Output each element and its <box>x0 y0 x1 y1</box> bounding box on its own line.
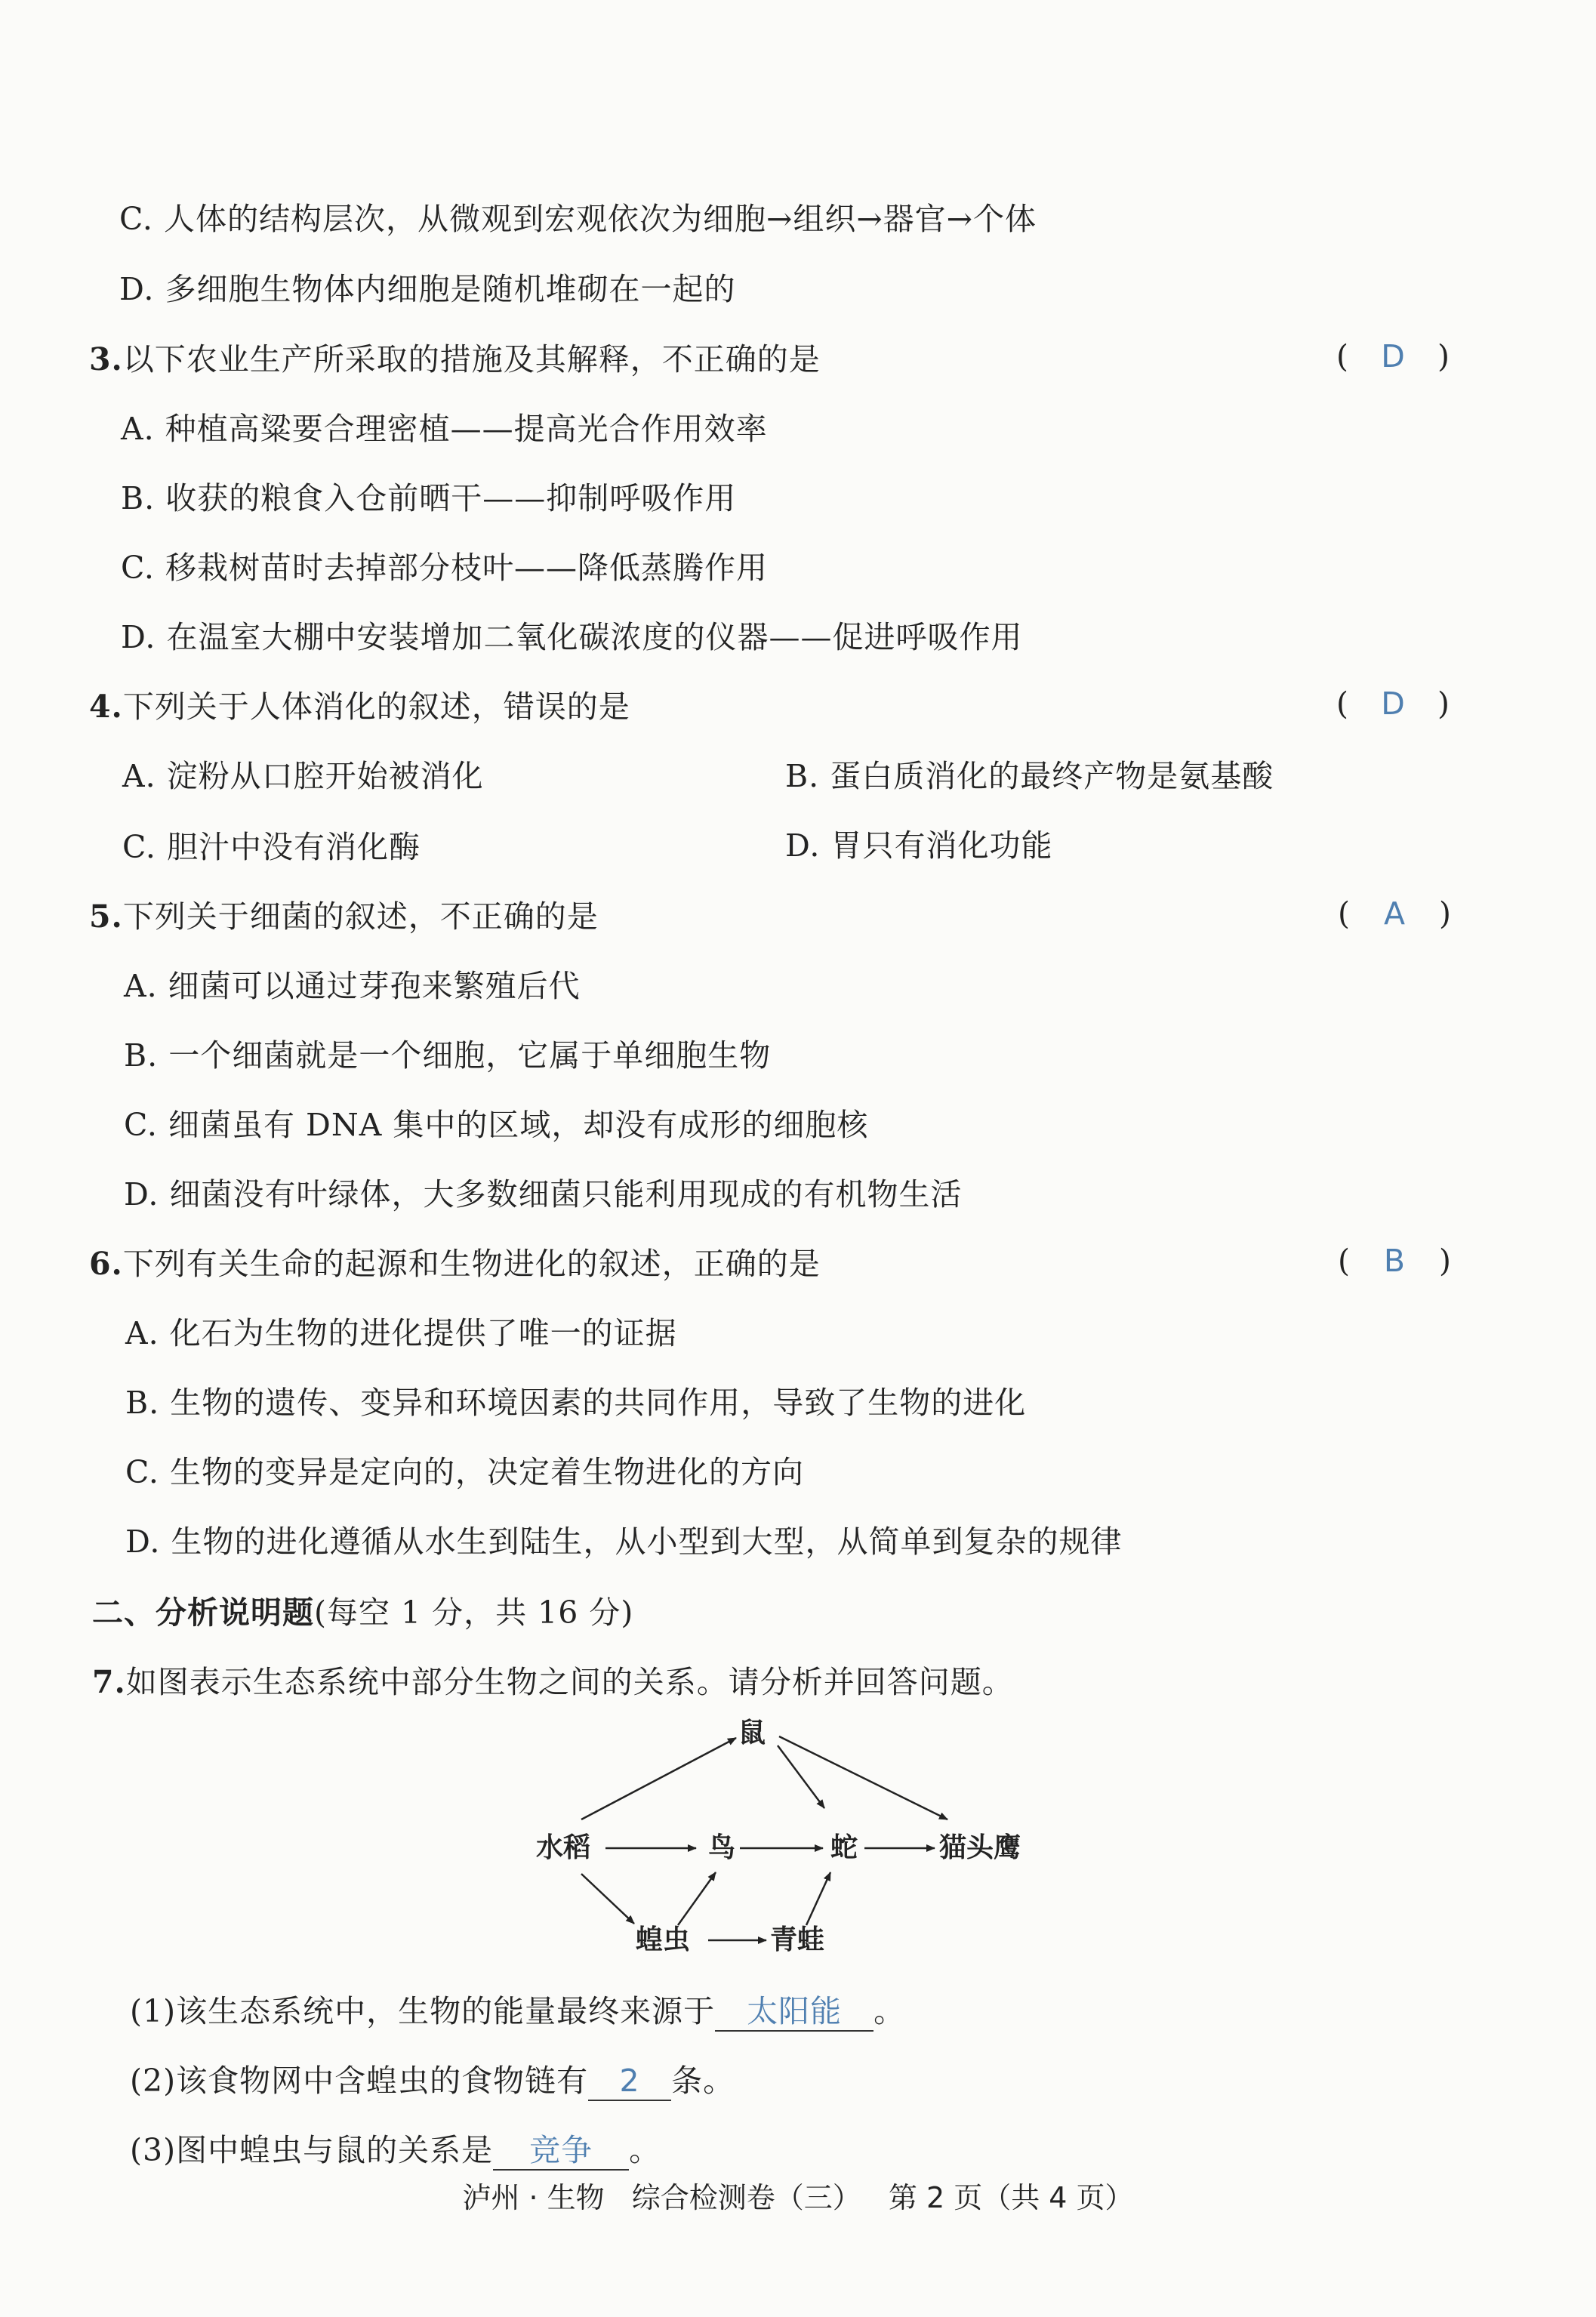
q6-option-d: D. 生物的进化遵循从水生到陆生，从小型到大型，从简单到复杂的规律 <box>125 1524 1123 1560</box>
sub-question-text: (1)该生态系统中，生物的能量最终来源于 <box>130 1993 716 2029</box>
q6-option-a: A. 化石为生物的进化提供了唯一的证据 <box>125 1315 677 1351</box>
page-footer <box>0 2179 1596 2217</box>
footer-subject: 泸州 · 生物 <box>462 2181 605 2214</box>
bracket-close: ) <box>1437 686 1450 722</box>
q7-sub3-answer: 竞争 <box>493 2131 629 2171</box>
node-snake: 蛇 <box>830 1832 858 1863</box>
q3-option-c: C. 移栽树苗时去掉部分枝叶——降低蒸腾作用 <box>121 550 768 586</box>
node-rice: 水稻 <box>536 1832 591 1863</box>
question-number: 4. <box>89 689 123 725</box>
footer-exam-name: 综合检测卷（三） <box>631 2181 861 2214</box>
bracket-open: ( <box>1338 895 1350 932</box>
q7-sub1-answer: 太阳能 <box>715 1992 873 2032</box>
q6-option-b: B. 生物的遗传、变异和环境因素的共同作用，导致了生物的进化 <box>125 1385 1027 1421</box>
node-locust: 蝗虫 <box>636 1924 691 1955</box>
q4-option-c: C. 胆汁中没有消化酶 <box>122 829 421 865</box>
q7-stem <box>92 1661 1014 1703</box>
bracket-open: ( <box>1336 338 1348 374</box>
question-text: 下列有关生命的起源和生物进化的叙述，正确的是 <box>122 1246 821 1282</box>
sub-question-end: 。 <box>873 1993 906 2029</box>
bracket-open: ( <box>1338 1243 1350 1279</box>
food-web-diagram <box>521 1718 1065 1970</box>
footer-page-number: 第 2 页（共 4 页） <box>888 2181 1134 2214</box>
q3-option-d: D. 在温室大棚中安装增加二氧化碳浓度的仪器——促进呼吸作用 <box>121 619 1023 655</box>
bracket-open: ( <box>1336 686 1348 722</box>
arrow-frog-to-snake <box>806 1872 830 1925</box>
q6-option-c: C. 生物的变异是定向的，决定着生物进化的方向 <box>125 1454 804 1490</box>
sub-question-text: (3)图中蝗虫与鼠的关系是 <box>130 2132 494 2168</box>
bracket-close: ) <box>1437 338 1450 374</box>
q2-option-c: C. 人体的结构层次，从微观到宏观依次为细胞→组织→器官→个体 <box>119 201 1037 237</box>
bracket-close: ) <box>1439 895 1451 932</box>
bracket-close: ) <box>1439 1243 1451 1279</box>
arrow-rice-to-mouse <box>581 1738 736 1819</box>
q3-answer: D <box>1381 338 1405 374</box>
question-number: 7. <box>92 1664 126 1700</box>
question-text: 如图表示生态系统中部分生物之间的关系。请分析并回答问题。 <box>125 1664 1014 1700</box>
q7-sub3 <box>130 2129 661 2171</box>
q3-option-a: A. 种植高粱要合理密植——提高光合作用效率 <box>121 411 768 447</box>
q7-sub1 <box>130 1990 905 2032</box>
q4-option-d: D. 胃只有消化功能 <box>785 827 1053 864</box>
sub-question-end: 。 <box>629 2132 661 2168</box>
question-text: 以下农业生产所采取的措施及其解释，不正确的是 <box>122 341 821 377</box>
q7-sub2 <box>130 2060 735 2102</box>
q5-option-c: C. 细菌虽有 DNA 集中的区域，却没有成形的细胞核 <box>124 1107 869 1143</box>
arrow-locust-to-bird <box>678 1872 716 1925</box>
q3-option-b: B. 收获的粮食入仓前晒干——抑制呼吸作用 <box>121 480 737 516</box>
arrow-mouse-to-owl <box>779 1736 947 1819</box>
section-score-note: (每空 1 分，共 16 分) <box>314 1594 634 1631</box>
q3-stem <box>89 338 821 381</box>
section-title: 二、分析说明题 <box>92 1594 314 1631</box>
node-frog: 青蛙 <box>770 1924 825 1955</box>
q6-stem <box>89 1243 821 1285</box>
q4-option-a: A. 淀粉从口腔开始被消化 <box>122 758 484 794</box>
question-number: 6. <box>89 1246 123 1282</box>
q2-option-d: D. 多细胞生物体内细胞是随机堆砌在一起的 <box>119 271 736 307</box>
q4-option-b: B. 蛋白质消化的最终产物是氨基酸 <box>785 758 1274 794</box>
question-number: 3. <box>89 341 123 377</box>
arrow-rice-to-locust <box>581 1874 634 1924</box>
q5-answer: A <box>1383 895 1406 932</box>
q4-stem <box>89 686 630 728</box>
q6-answer: B <box>1383 1243 1406 1279</box>
node-mouse: 鼠 <box>738 1718 766 1749</box>
sub-question-end: 条。 <box>671 2063 735 2099</box>
q5-option-b: B. 一个细菌就是一个细胞，它属于单细胞生物 <box>124 1037 772 1074</box>
question-text: 下列关于细菌的叙述，不正确的是 <box>122 898 599 935</box>
node-bird: 鸟 <box>708 1832 736 1863</box>
q7-sub2-answer: 2 <box>588 2062 671 2101</box>
q5-stem <box>89 895 599 938</box>
node-owl: 猫头鹰 <box>939 1832 1021 1863</box>
question-text: 下列关于人体消化的叙述，错误的是 <box>122 689 630 725</box>
sub-question-text: (2)该食物网中含蝗虫的食物链有 <box>130 2063 589 2099</box>
q5-option-a: A. 细菌可以通过芽孢来繁殖后代 <box>124 968 581 1004</box>
q5-option-d: D. 细菌没有叶绿体，大多数细菌只能利用现成的有机物生活 <box>124 1176 963 1212</box>
question-number: 5. <box>89 898 123 935</box>
section-2-heading <box>92 1591 633 1634</box>
q4-answer: D <box>1381 686 1405 722</box>
